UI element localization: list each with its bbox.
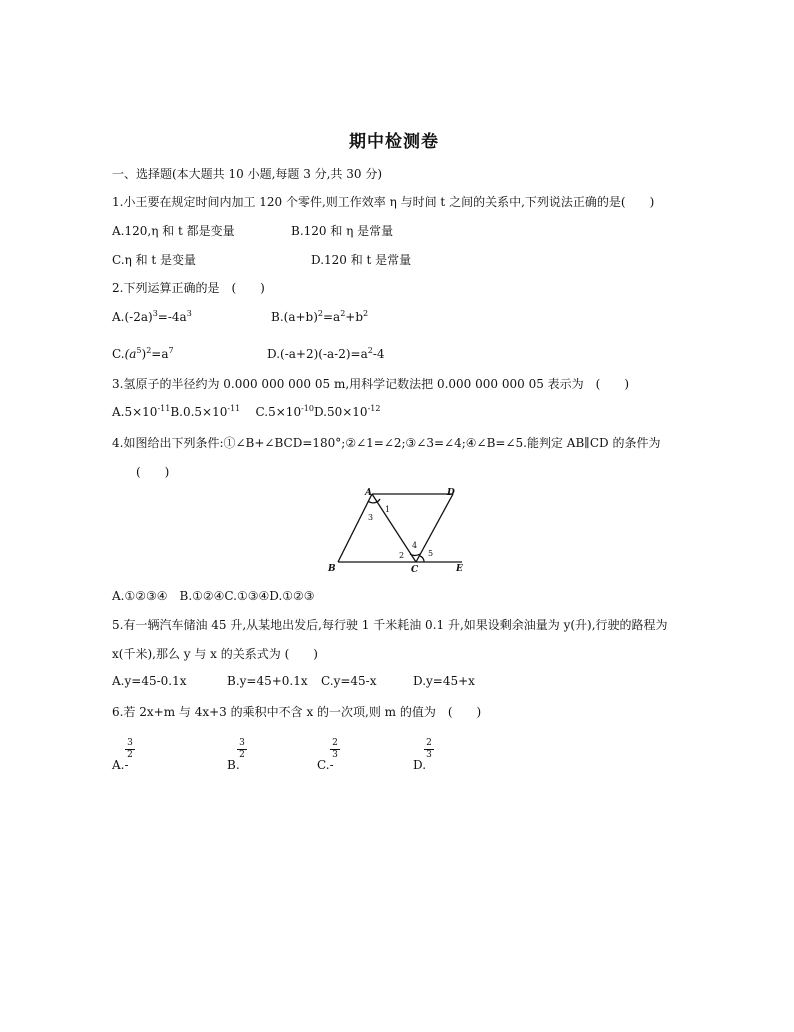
question-4-options: A.①②③④ B.①②④C.①③④D.①②③ — [112, 589, 315, 603]
segment-dc — [416, 494, 453, 562]
question-2-option-d: $D.(-a+2)(-a-2)=a^2-4$ — [267, 346, 385, 361]
question-1-option-a: A.120,η 和 t 都是变量 — [112, 224, 235, 238]
question-5-option-b: B.y=45+0.1x — [227, 674, 308, 688]
question-2-option-b: $B.(a+b)^2=a^2+b^2$ — [271, 309, 369, 324]
label-angle-1: 1 — [385, 505, 391, 514]
question-6-option-b-fraction: 3 2 — [237, 739, 247, 760]
section-heading: 一、选择题(本大题共 10 小题,每题 3 分,共 30 分) — [112, 167, 383, 181]
label-a: A — [365, 488, 372, 498]
question-6-option-a-label: A.- — [112, 758, 129, 772]
question-2-option-c: $C.(a^5)^2=a^7$ — [112, 346, 174, 361]
angle-arc-5 — [420, 556, 424, 562]
question-2-option-a: $A.(-2a)^3=-4a^3$ — [112, 309, 192, 324]
label-angle-4: 4 — [412, 541, 418, 550]
question-6-option-c-fraction: 2 3 — [330, 739, 340, 760]
question-3-stem: 3.氢原子的半径约为 0.000 000 000 05 m,用科学记数法把 0.000 000 000 05 表示为 ( ) — [112, 377, 630, 391]
question-5-option-a: A.y=45-0.1x — [112, 674, 187, 688]
question-5-stem-line-1: 5.有一辆汽车储油 45 升,从某地出发后,每行驶 1 千米耗油 0.1 升,如果设剩余油量为 y(升),行驶的路程为 — [112, 618, 668, 632]
label-angle-3: 3 — [368, 513, 374, 522]
question-4-answer-paren: ( ) — [136, 465, 170, 479]
question-6-option-d-fraction: 2 3 — [424, 739, 434, 760]
question-1-option-b: B.120 和 η 是常量 — [291, 224, 394, 238]
label-b: B — [328, 564, 336, 574]
question-4-stem: 4.如图给出下列条件:①∠B+∠BCD=180°;②∠1=∠2;③∠3=∠4;④∠B=∠5.能判定 AB∥CD 的条件为 — [112, 436, 661, 450]
question-6-option-a-fraction: 3 2 — [125, 739, 135, 760]
question-6-option-b-label: B. — [227, 758, 240, 772]
question-6-option-c-label: C.- — [317, 758, 334, 772]
segment-ab — [338, 494, 372, 562]
geometry-figure — [325, 485, 470, 575]
question-5-option-d: D.y=45+x — [413, 674, 475, 688]
angle-arc-4 — [410, 554, 420, 556]
question-5-option-c: C.y=45-x — [321, 674, 377, 688]
page-title: 期中检测卷 — [349, 132, 439, 152]
segment-ac — [372, 494, 416, 562]
label-angle-5: 5 — [428, 549, 434, 558]
question-1-option-c: C.η 和 t 是变量 — [112, 253, 197, 267]
question-3-options: $A.5\times 10^{-11}B.0.5\times 10^{-11}$ $C.5\times 10^{-10}D.50\times 10^{-12}$ — [112, 404, 381, 419]
question-1-option-d: D.120 和 t 是常量 — [311, 253, 412, 267]
question-6-stem: 6.若 2x+m 与 4x+3 的乘积中不含 x 的一次项,则 m 的值为 ( ) — [112, 705, 482, 719]
question-5-stem-line-2: x(千米),那么 y 与 x 的关系式为 ( ) — [112, 647, 318, 661]
label-c: C — [411, 565, 419, 575]
question-2-stem: 2.下列运算正确的是 ( ) — [112, 281, 265, 295]
question-1-stem: 1.小王要在规定时间内加工 120 个零件,则工作效率 η 与时间 t 之间的关系中,下列说法正确的是( ) — [112, 195, 655, 209]
label-angle-2: 2 — [399, 551, 405, 560]
label-d: D — [447, 488, 455, 498]
label-e: E — [456, 564, 463, 574]
question-6-option-d-label: D. — [413, 758, 427, 772]
